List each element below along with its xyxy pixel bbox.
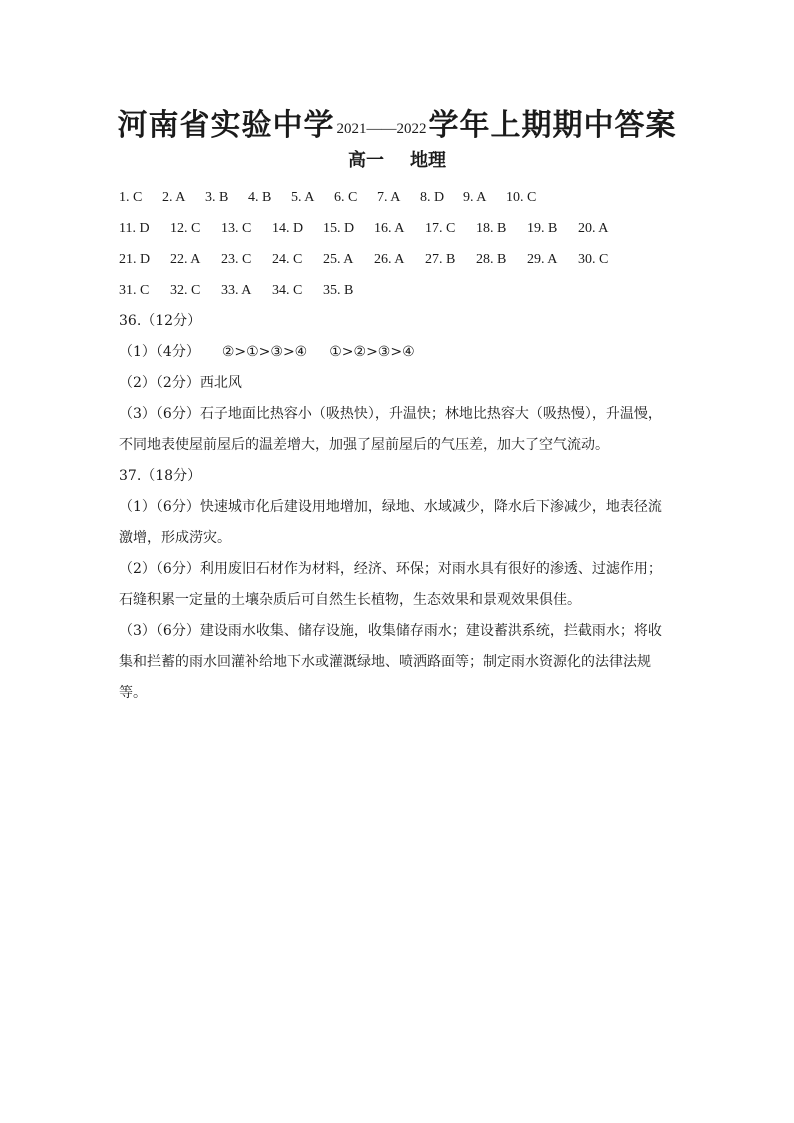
title-school: 河南省实验中学	[117, 108, 335, 143]
choice-answer: 13. C	[221, 221, 252, 236]
choice-answer: 28. B	[476, 252, 507, 267]
choice-answer: 30. C	[578, 252, 609, 267]
choice-answer: 4. B	[248, 190, 272, 205]
page-subtitle	[0, 146, 794, 172]
choice-answer: 17. C	[425, 221, 456, 236]
choice-answer: 22. A	[170, 252, 201, 267]
choice-answer: 35. B	[323, 283, 354, 298]
q37-part3-line3: 等。	[119, 685, 147, 701]
choice-answer: 14. D	[272, 221, 304, 236]
q37-part2-line2: 石缝积累一定量的土壤杂质后可自然生长植物，生态效果和景观效果俱佳。	[119, 592, 581, 608]
choice-answer: 12. C	[170, 221, 201, 236]
q37-part2-text: 利用废旧石材作为材料，经济、环保；对雨水具有很好的渗透、过滤作用；	[199, 561, 662, 577]
q36-part1	[119, 337, 679, 368]
page-title	[0, 100, 794, 144]
q36-part3-line1	[119, 399, 679, 430]
choice-answer: 19. B	[527, 221, 558, 236]
q37-part1-line2: 激增，形成涝灾。	[119, 530, 231, 546]
q36-heading: 36.（12分）	[119, 313, 202, 329]
q37-part2-line1	[119, 554, 679, 585]
q36-part1-answer-b: ①>②>③>④	[329, 344, 415, 360]
q36-part3-label: （3）（6分）	[119, 406, 200, 422]
choice-answer: 23. C	[221, 252, 252, 267]
choice-answer: 26. A	[374, 252, 405, 267]
choice-answers-row-4	[119, 275, 679, 306]
q37-part2-label: （2）（6分）	[119, 561, 200, 577]
choice-answer: 3. B	[205, 190, 229, 205]
q37-part3-line1	[119, 616, 679, 647]
choice-answer: 1. C	[119, 190, 143, 205]
choice-answer: 29. A	[527, 252, 558, 267]
title-term: 学年上期期中答案	[428, 108, 677, 143]
q37-part3-line2: 集和拦蓄的雨水回灌补给地下水或灌溉绿地、喷洒路面等；制定雨水资源化的法律法规	[119, 654, 651, 670]
q36-part3-line2: 不同地表使屋前屋后的温差增大，加强了屋前屋后的气压差，加大了空气流动。	[119, 437, 609, 453]
choice-answer: 27. B	[425, 252, 456, 267]
choice-answer: 2. A	[162, 190, 186, 205]
choice-answer: 21. D	[119, 252, 151, 267]
answer-body	[119, 182, 679, 709]
choice-answer: 16. A	[374, 221, 405, 236]
q36-part2-label: （2）（2分）	[119, 375, 200, 391]
choice-answer: 34. C	[272, 283, 303, 298]
q37-part1-label: （1）（6分）	[119, 499, 200, 515]
choice-answer: 25. A	[323, 252, 354, 267]
q37-heading: 37.（18分）	[119, 468, 202, 484]
q37-part3-text: 建设雨水收集、储存设施，收集储存雨水；建设蓄洪系统，拦截雨水；将收	[199, 623, 662, 639]
choice-answer: 24. C	[272, 252, 303, 267]
choice-answer: 11. D	[119, 221, 150, 236]
choice-answers-row-3	[119, 244, 679, 275]
q36-part2	[119, 368, 679, 399]
choice-answer: 32. C	[170, 283, 201, 298]
choice-answer: 20. A	[578, 221, 609, 236]
choice-answer: 15. D	[323, 221, 355, 236]
choice-answer: 5. A	[291, 190, 315, 205]
q37-part1-line1	[119, 492, 679, 523]
choice-answer: 33. A	[221, 283, 252, 298]
choice-answer: 7. A	[377, 190, 401, 205]
choice-answer: 18. B	[476, 221, 507, 236]
choice-answer: 8. D	[420, 190, 445, 205]
q37-part1-text: 快速城市化后建设用地增加，绿地、水域减少，降水后下渗减少，地表径流	[199, 499, 662, 515]
q36-part1-answer-a: ②>①>③>④	[221, 344, 308, 360]
choice-answer: 9. A	[463, 190, 487, 205]
title-years: 2021——2022	[336, 121, 427, 137]
choice-answer: 6. C	[334, 190, 358, 205]
subject-label: 地理	[410, 150, 446, 171]
grade-label: 高一	[348, 150, 384, 171]
choice-answers-row-1	[119, 182, 679, 213]
q36-part3-text: 石子地面比热容小（吸热快），升温快；林地比热容大（吸热慢），升温慢，	[199, 406, 662, 422]
q37-part3-label: （3）（6分）	[119, 623, 200, 639]
choice-answers-row-2	[119, 213, 679, 244]
choice-answer: 31. C	[119, 283, 150, 298]
q36-part2-text: 西北风	[199, 375, 242, 391]
choice-answer: 10. C	[506, 190, 537, 205]
q36-part1-label: （1）（4分）	[119, 344, 200, 360]
